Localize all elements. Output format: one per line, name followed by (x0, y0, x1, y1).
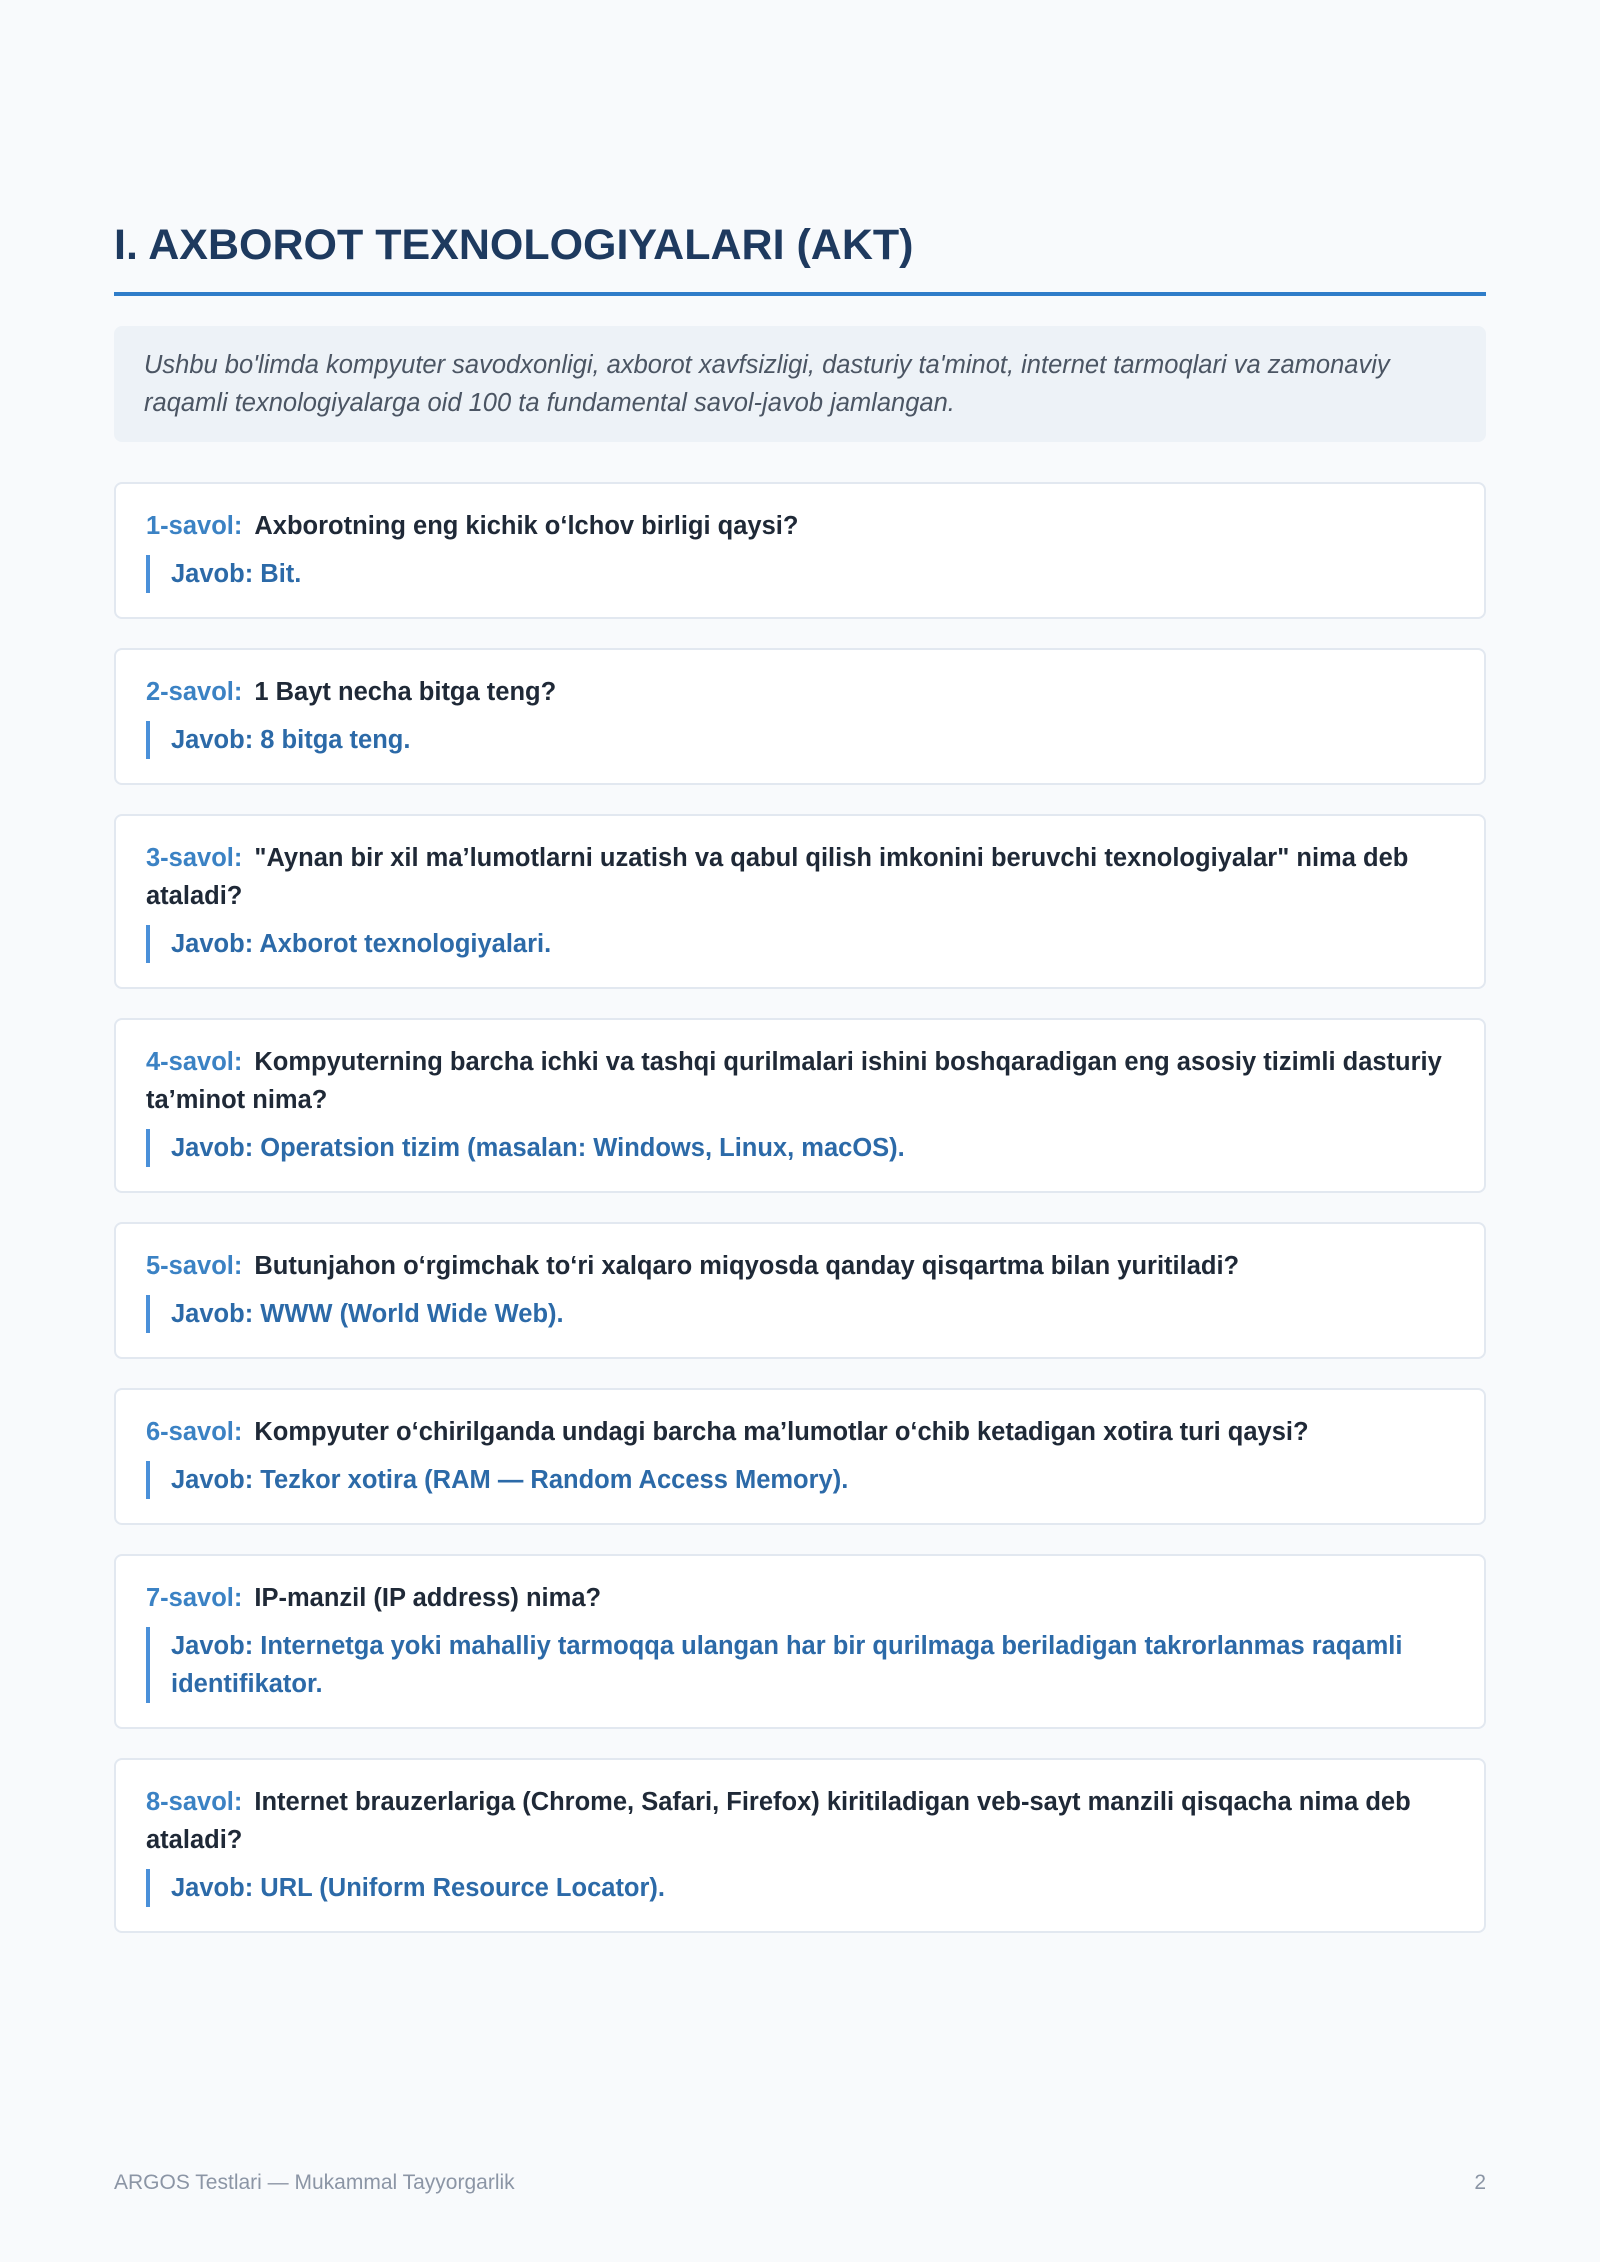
question (146, 1043, 1454, 1119)
qa-list (114, 482, 1486, 1933)
question-text: "Aynan bir xil ma’lumotlarni uzatish va qabul qilish imkonini beruvchi texnologiyalar" nima deb ataladi? (146, 844, 1409, 910)
qa-card (114, 1222, 1486, 1359)
answer: Javob: URL (Uniform Resource Locator). (146, 1869, 1454, 1907)
answer: Javob: Bit. (146, 555, 1454, 593)
question-text: Internet brauzerlariga (Chrome, Safari, Firefox) kiritiladigan veb-sayt manzili qisqacha nima deb ataladi? (146, 1788, 1411, 1854)
question (146, 1413, 1454, 1451)
question-number: 3-savol: (146, 844, 243, 872)
qa-card (114, 648, 1486, 785)
question-number: 4-savol: (146, 1048, 243, 1076)
section-title: I. AXBOROT TEXNOLOGIYALARI (AKT) (114, 218, 1486, 296)
qa-card (114, 1554, 1486, 1729)
qa-card (114, 814, 1486, 989)
question-text: Kompyuterning barcha ichki va tashqi qurilmalari ishini boshqaradigan eng asosiy tizimli dasturiy ta’minot nima? (146, 1048, 1442, 1114)
qa-card (114, 1388, 1486, 1525)
answer: Javob: Internetga yoki mahalliy tarmoqqa ulangan har bir qurilmaga beriladigan takrorlanmas raqamli identifikator. (146, 1627, 1454, 1703)
answer: Javob: Operatsion tizim (masalan: Windows, Linux, macOS). (146, 1129, 1454, 1167)
page-footer (114, 2171, 1486, 2195)
question (146, 1247, 1454, 1285)
section-intro: Ushbu bo'limda kompyuter savodxonligi, axborot xavfsizligi, dasturiy ta'minot, internet tarmoqlari va zamonaviy raqamli texnologiyalarga oid 100 ta fundamental savol-javob jamlangan. (114, 326, 1486, 442)
question (146, 1579, 1454, 1617)
question-text: Axborotning eng kichik o‘lchov birligi qaysi? (254, 512, 799, 540)
footer-title: ARGOS Testlari — Mukammal Tayyorgarlik (114, 2171, 515, 2194)
qa-card (114, 1758, 1486, 1933)
qa-card (114, 1018, 1486, 1193)
answer: Javob: Tezkor xotira (RAM — Random Access Memory). (146, 1461, 1454, 1499)
question (146, 839, 1454, 915)
qa-card (114, 482, 1486, 619)
question-number: 6-savol: (146, 1418, 243, 1446)
document-page (114, 218, 1486, 1962)
question (146, 673, 1454, 711)
question (146, 507, 1454, 545)
answer: Javob: WWW (World Wide Web). (146, 1295, 1454, 1333)
answer: Javob: Axborot texnologiyalari. (146, 925, 1454, 963)
question-number: 7-savol: (146, 1584, 243, 1612)
question-text: Butunjahon o‘rgimchak to‘ri xalqaro miqyosda qanday qisqartma bilan yuritiladi? (254, 1252, 1240, 1280)
question-number: 1-savol: (146, 512, 243, 540)
question-number: 5-savol: (146, 1252, 243, 1280)
question (146, 1783, 1454, 1859)
question-text: 1 Bayt necha bitga teng? (254, 678, 557, 706)
question-text: Kompyuter o‘chirilganda undagi barcha ma’lumotlar o‘chib ketadigan xotira turi qaysi? (254, 1418, 1309, 1446)
page-number: 2 (1474, 2171, 1486, 2194)
question-number: 8-savol: (146, 1788, 243, 1816)
question-number: 2-savol: (146, 678, 243, 706)
question-text: IP-manzil (IP address) nima? (254, 1584, 602, 1612)
answer: Javob: 8 bitga teng. (146, 721, 1454, 759)
